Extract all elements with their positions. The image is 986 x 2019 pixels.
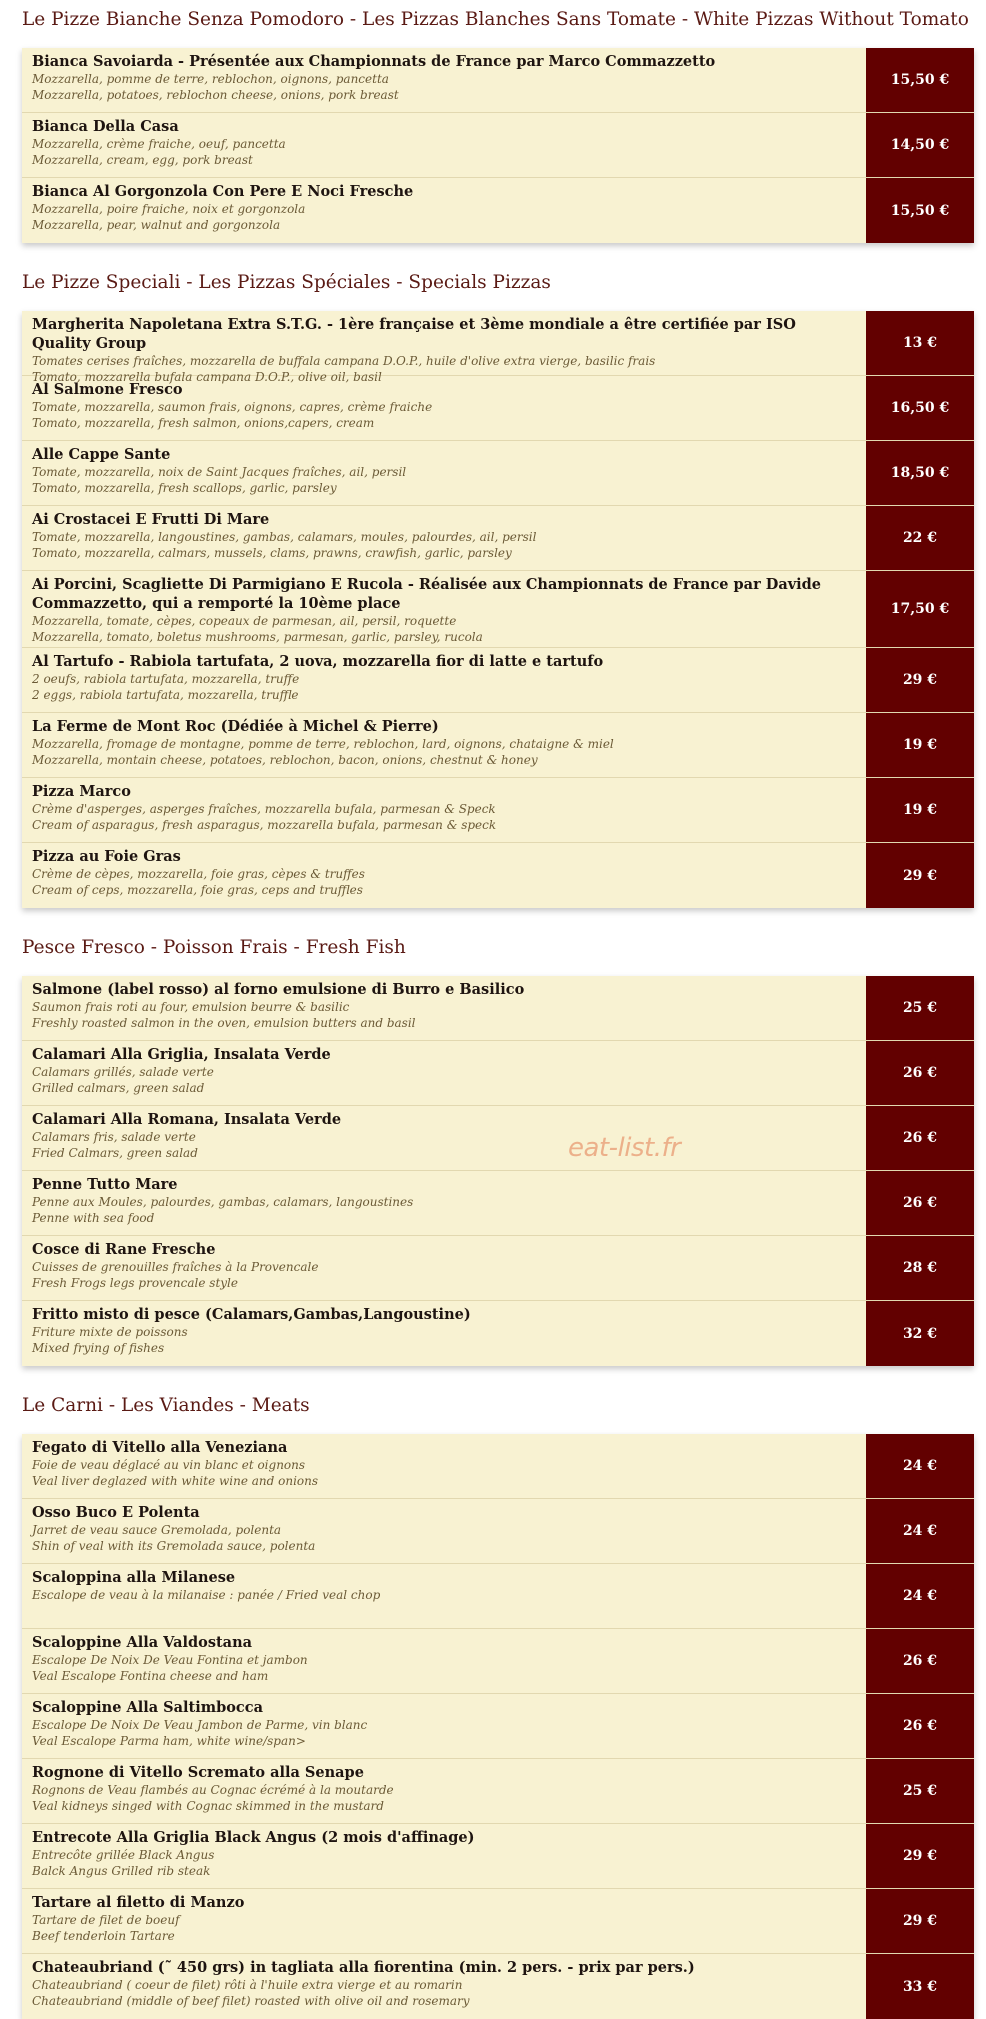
item-name: Chateaubriand (˜ 450 grs) in tagliata alla fiorentina (min. 2 pers. - prix par pers.) bbox=[32, 1959, 695, 1976]
menu-list bbox=[22, 976, 974, 1366]
item-description-fr: Tomates cerises fraîches, mozzarella de buffala campana D.O.P., huile d'olive extra vierge, basilic frais bbox=[32, 354, 656, 368]
menu-item bbox=[22, 1954, 974, 2019]
item-text bbox=[22, 1954, 866, 2019]
menu-list bbox=[22, 1434, 974, 2019]
item-description-en: Balck Angus Grilled rib steak bbox=[32, 1864, 211, 1878]
item-name: Fritto misto di pesce (Calamars,Gambas,Langoustine) bbox=[32, 1306, 471, 1323]
item-name: Al Tartufo - Rabiola tartufata, 2 uova, mozzarella fior di latte e tartufo bbox=[32, 653, 604, 670]
menu-item bbox=[22, 441, 974, 506]
item-price: 14,50 € bbox=[866, 113, 974, 177]
item-description-fr: Mozzarella, pomme de terre, reblochon, oignons, pancetta bbox=[32, 72, 389, 86]
menu-item bbox=[22, 713, 974, 778]
menu-item bbox=[22, 1171, 974, 1236]
item-description-fr: Mozzarella, crème fraiche, oeuf, pancetta bbox=[32, 137, 286, 151]
item-description-en: Fresh Frogs legs provencale style bbox=[32, 1276, 238, 1290]
menu-item bbox=[22, 1759, 974, 1824]
item-text bbox=[22, 1171, 866, 1235]
item-description-fr: 2 oeufs, rabiola tartufata, mozzarella, truffe bbox=[32, 672, 300, 686]
item-description-fr: Entrecôte grillée Black Angus bbox=[32, 1848, 215, 1862]
item-price: 24 € bbox=[866, 1434, 974, 1498]
item-description-en: 2 eggs, rabiola tartufata, mozzarella, truffle bbox=[32, 688, 299, 702]
item-price: 29 € bbox=[866, 1824, 974, 1888]
menu-item bbox=[22, 1301, 974, 1366]
item-description-en: Penne with sea food bbox=[32, 1211, 155, 1225]
section-title: Pesce Fresco - Poisson Frais - Fresh Fish bbox=[22, 937, 406, 958]
item-price: 24 € bbox=[866, 1499, 974, 1563]
item-price: 18,50 € bbox=[866, 441, 974, 505]
item-price: 16,50 € bbox=[866, 376, 974, 440]
item-description-en: Mozzarella, tomato, boletus mushrooms, parmesan, garlic, parsley, rucola bbox=[32, 630, 483, 644]
item-description-en: Cream of ceps, mozzarella, foie gras, ceps and truffles bbox=[32, 883, 363, 897]
menu-item bbox=[22, 976, 974, 1041]
item-description-en: Shin of veal with its Gremolada sauce, polenta bbox=[32, 1539, 316, 1553]
menu-item bbox=[22, 48, 974, 113]
item-text bbox=[22, 1629, 866, 1693]
item-text bbox=[22, 1499, 866, 1563]
item-text bbox=[22, 1889, 866, 1953]
item-text bbox=[22, 441, 866, 505]
item-name: La Ferme de Mont Roc (Dédiée à Michel & Pierre) bbox=[32, 718, 439, 735]
item-description-en: Veal Escalope Fontina cheese and ham bbox=[32, 1669, 269, 1683]
section-title: Le Carni - Les Viandes - Meats bbox=[22, 1395, 310, 1416]
item-price: 19 € bbox=[866, 713, 974, 777]
item-name: Bianca Al Gorgonzola Con Pere E Noci Fresche bbox=[32, 183, 414, 200]
item-description-fr: Penne aux Moules, palourdes, gambas, calamars, langoustines bbox=[32, 1195, 414, 1209]
item-description-en: Tomato, mozzarella, fresh salmon, onions,capers, cream bbox=[32, 416, 375, 430]
menu-item bbox=[22, 1889, 974, 1954]
item-description-fr: Saumon frais roti au four, emulsion beurre & basilic bbox=[32, 1000, 350, 1014]
item-description-en: Freshly roasted salmon in the oven, emulsion butters and basil bbox=[32, 1016, 416, 1030]
item-text bbox=[22, 1301, 866, 1366]
item-price: 25 € bbox=[866, 976, 974, 1040]
item-description-fr: Crème d'asperges, asperges fraîches, mozzarella bufala, parmesan & Speck bbox=[32, 802, 496, 816]
item-description-en: Cream of asparagus, fresh asparagus, mozzarella bufala, parmesan & speck bbox=[32, 818, 497, 832]
menu-item bbox=[22, 1564, 974, 1629]
item-name: Pizza Marco bbox=[32, 783, 131, 800]
item-text bbox=[22, 1434, 866, 1498]
item-text bbox=[22, 976, 866, 1040]
item-text bbox=[22, 506, 866, 570]
item-text bbox=[22, 778, 866, 842]
item-description-fr: Cuisses de grenouilles fraîches à la Provencale bbox=[32, 1260, 319, 1274]
item-description-en: Mozzarella, pear, walnut and gorgonzola bbox=[32, 218, 281, 232]
item-description-en: Mixed frying of fishes bbox=[32, 1341, 165, 1355]
item-name: Rognone di Vitello Scremato alla Senape bbox=[32, 1764, 364, 1781]
menu-item bbox=[22, 506, 974, 571]
item-name: Pizza au Foie Gras bbox=[32, 848, 181, 865]
item-description-en: Mozzarella, cream, egg, pork breast bbox=[32, 153, 253, 167]
item-price: 26 € bbox=[866, 1106, 974, 1170]
menu-item bbox=[22, 1434, 974, 1499]
item-description-fr: Tomate, mozzarella, noix de Saint Jacques fraîches, ail, persil bbox=[32, 465, 407, 479]
item-name: Calamari Alla Griglia, Insalata Verde bbox=[32, 1046, 331, 1063]
menu-item bbox=[22, 1041, 974, 1106]
item-text bbox=[22, 713, 866, 777]
item-description-en: Grilled calmars, green salad bbox=[32, 1081, 205, 1095]
item-description-en: Tomato, mozzarella, calmars, mussels, clams, prawns, crawfish, garlic, parsley bbox=[32, 546, 512, 560]
item-price: 22 € bbox=[866, 506, 974, 570]
item-text bbox=[22, 1694, 866, 1758]
menu-item bbox=[22, 843, 974, 908]
item-price: 29 € bbox=[866, 648, 974, 712]
menu-item bbox=[22, 571, 974, 648]
item-description-fr: Mozzarella, poire fraiche, noix et gorgonzola bbox=[32, 202, 306, 216]
item-price: 15,50 € bbox=[866, 48, 974, 112]
item-description-en: Mozzarella, potatoes, reblochon cheese, onions, pork breast bbox=[32, 88, 399, 102]
item-text bbox=[22, 1759, 866, 1823]
item-text bbox=[22, 311, 866, 384]
item-text bbox=[22, 1106, 866, 1170]
menu-item bbox=[22, 376, 974, 441]
item-name: Fegato di Vitello alla Veneziana bbox=[32, 1439, 288, 1456]
section-title: Le Pizze Speciali - Les Pizzas Spéciales - Specials Pizzas bbox=[22, 272, 551, 293]
item-name: Margherita Napoletana Extra S.T.G. - 1ère française et 3ème mondiale a être certifiée par ISO Quality Group bbox=[32, 316, 796, 352]
item-description-en: Chateaubriand (middle of beef filet) roasted with olive oil and rosemary bbox=[32, 1994, 470, 2008]
item-price: 25 € bbox=[866, 1759, 974, 1823]
menu-list bbox=[22, 311, 974, 908]
item-description-fr: Crème de cèpes, mozzarella, foie gras, cèpes & truffes bbox=[32, 867, 365, 881]
item-description-en: Tomato, mozzarella bufala campana D.O.P., olive oil, basil bbox=[32, 370, 382, 384]
item-price: 29 € bbox=[866, 1889, 974, 1953]
item-price: 19 € bbox=[866, 778, 974, 842]
menu-item bbox=[22, 113, 974, 178]
item-text bbox=[22, 178, 866, 243]
menu-item bbox=[22, 1694, 974, 1759]
item-text bbox=[22, 113, 866, 177]
item-text bbox=[22, 571, 866, 647]
item-text bbox=[22, 1236, 866, 1300]
item-price: 29 € bbox=[866, 843, 974, 908]
item-price: 26 € bbox=[866, 1171, 974, 1235]
menu-item bbox=[22, 1236, 974, 1301]
item-text bbox=[22, 1824, 866, 1888]
item-price: 24 € bbox=[866, 1564, 974, 1628]
item-name: Ai Crostacei E Frutti Di Mare bbox=[32, 511, 270, 528]
item-description-fr: Escalope De Noix De Veau Fontina et jambon bbox=[32, 1653, 308, 1667]
item-name: Scaloppina alla Milanese bbox=[32, 1569, 236, 1586]
item-name: Bianca Savoiarda - Présentée aux Championnats de France par Marco Commazzetto bbox=[32, 53, 716, 70]
item-text bbox=[22, 1564, 866, 1628]
menu-item bbox=[22, 778, 974, 843]
menu-item bbox=[22, 1824, 974, 1889]
item-description-fr: Tartare de filet de boeuf bbox=[32, 1913, 180, 1927]
item-description-fr: Jarret de veau sauce Gremolada, polenta bbox=[32, 1523, 282, 1537]
item-description-en: Veal kidneys singed with Cognac skimmed in the mustard bbox=[32, 1799, 384, 1813]
menu-item bbox=[22, 178, 974, 243]
item-description-fr: Mozzarella, tomate, cèpes, copeaux de parmesan, ail, persil, roquette bbox=[32, 614, 457, 628]
section-title: Le Pizze Bianche Senza Pomodoro - Les Pizzas Blanches Sans Tomate - White Pizzas Without Tomato bbox=[22, 9, 969, 30]
item-price: 26 € bbox=[866, 1694, 974, 1758]
item-name: Salmone (label rosso) al forno emulsione di Burro e Basilico bbox=[32, 981, 525, 998]
item-text bbox=[22, 648, 866, 712]
item-text bbox=[22, 1041, 866, 1105]
menu-list bbox=[22, 48, 974, 243]
item-price: 17,50 € bbox=[866, 571, 974, 647]
item-description-en: Mozzarella, montain cheese, potatoes, reblochon, bacon, onions, chestnut & honey bbox=[32, 753, 538, 767]
item-description-en: Beef tenderloin Tartare bbox=[32, 1929, 175, 1943]
item-name: Ai Porcini, Scagliette Di Parmigiano E Rucola - Réalisée aux Championnats de France par Davide Commazzetto, qui a remporté la 10ème place bbox=[32, 576, 822, 612]
item-price: 32 € bbox=[866, 1301, 974, 1366]
item-description-fr: Tomate, mozzarella, langoustines, gambas, calamars, moules, palourdes, ail, persil bbox=[32, 530, 537, 544]
item-description-en: Veal liver deglazed with white wine and onions bbox=[32, 1474, 319, 1488]
item-text bbox=[22, 48, 866, 112]
item-name: Alle Cappe Sante bbox=[32, 446, 171, 463]
watermark: eat-list.fr bbox=[568, 1133, 681, 1163]
item-description-fr: Escalope De Noix De Veau Jambon de Parme, vin blanc bbox=[32, 1718, 368, 1732]
item-name: Cosce di Rane Fresche bbox=[32, 1241, 216, 1258]
menu-item bbox=[22, 1106, 974, 1171]
menu-item bbox=[22, 1629, 974, 1694]
item-name: Scaloppine Alla Valdostana bbox=[32, 1634, 253, 1651]
item-description-en: Tomato, mozzarella, fresh scallops, garlic, parsley bbox=[32, 481, 337, 495]
item-description-fr: Escalope de veau à la milanaise : panée / Fried veal chop bbox=[32, 1588, 381, 1602]
menu-item bbox=[22, 648, 974, 713]
item-text bbox=[22, 843, 866, 908]
menu-item bbox=[22, 1499, 974, 1564]
item-name: Tartare al filetto di Manzo bbox=[32, 1894, 245, 1911]
item-price: 26 € bbox=[866, 1629, 974, 1693]
item-name: Al Salmone Fresco bbox=[32, 381, 183, 398]
menu-item bbox=[22, 311, 974, 384]
item-description-fr: Tomate, mozzarella, saumon frais, oignons, capres, crème fraiche bbox=[32, 400, 433, 414]
item-price: 33 € bbox=[866, 1954, 974, 2019]
item-price: 13 € bbox=[866, 311, 974, 375]
item-description-fr: Rognons de Veau flambés au Cognac écrémé à la moutarde bbox=[32, 1783, 394, 1797]
item-price: 28 € bbox=[866, 1236, 974, 1300]
item-description-fr: Calamars grillés, salade verte bbox=[32, 1065, 214, 1079]
item-description-en: Fried Calmars, green salad bbox=[32, 1146, 198, 1160]
item-price: 15,50 € bbox=[866, 178, 974, 243]
item-description-fr: Foie de veau déglacé au vin blanc et oignons bbox=[32, 1458, 306, 1472]
item-name: Scaloppine Alla Saltimbocca bbox=[32, 1699, 263, 1716]
item-name: Calamari Alla Romana, Insalata Verde bbox=[32, 1111, 342, 1128]
item-description-fr: Calamars fris, salade verte bbox=[32, 1130, 196, 1144]
item-price: 26 € bbox=[866, 1041, 974, 1105]
item-name: Entrecote Alla Griglia Black Angus (2 mois d'affinage) bbox=[32, 1829, 475, 1846]
item-description-en: Veal Escalope Parma ham, white wine/span> bbox=[32, 1734, 306, 1748]
item-description-fr: Mozzarella, fromage de montagne, pomme de terre, reblochon, lard, oignons, chataigne & miel bbox=[32, 737, 614, 751]
item-name: Osso Buco E Polenta bbox=[32, 1504, 200, 1521]
item-name: Penne Tutto Mare bbox=[32, 1176, 178, 1193]
item-description-fr: Chateaubriand ( coeur de filet) rôti à l'huile extra vierge et au romarin bbox=[32, 1978, 463, 1992]
item-description-fr: Friture mixte de poissons bbox=[32, 1325, 188, 1339]
item-text bbox=[22, 376, 866, 440]
item-name: Bianca Della Casa bbox=[32, 118, 179, 135]
